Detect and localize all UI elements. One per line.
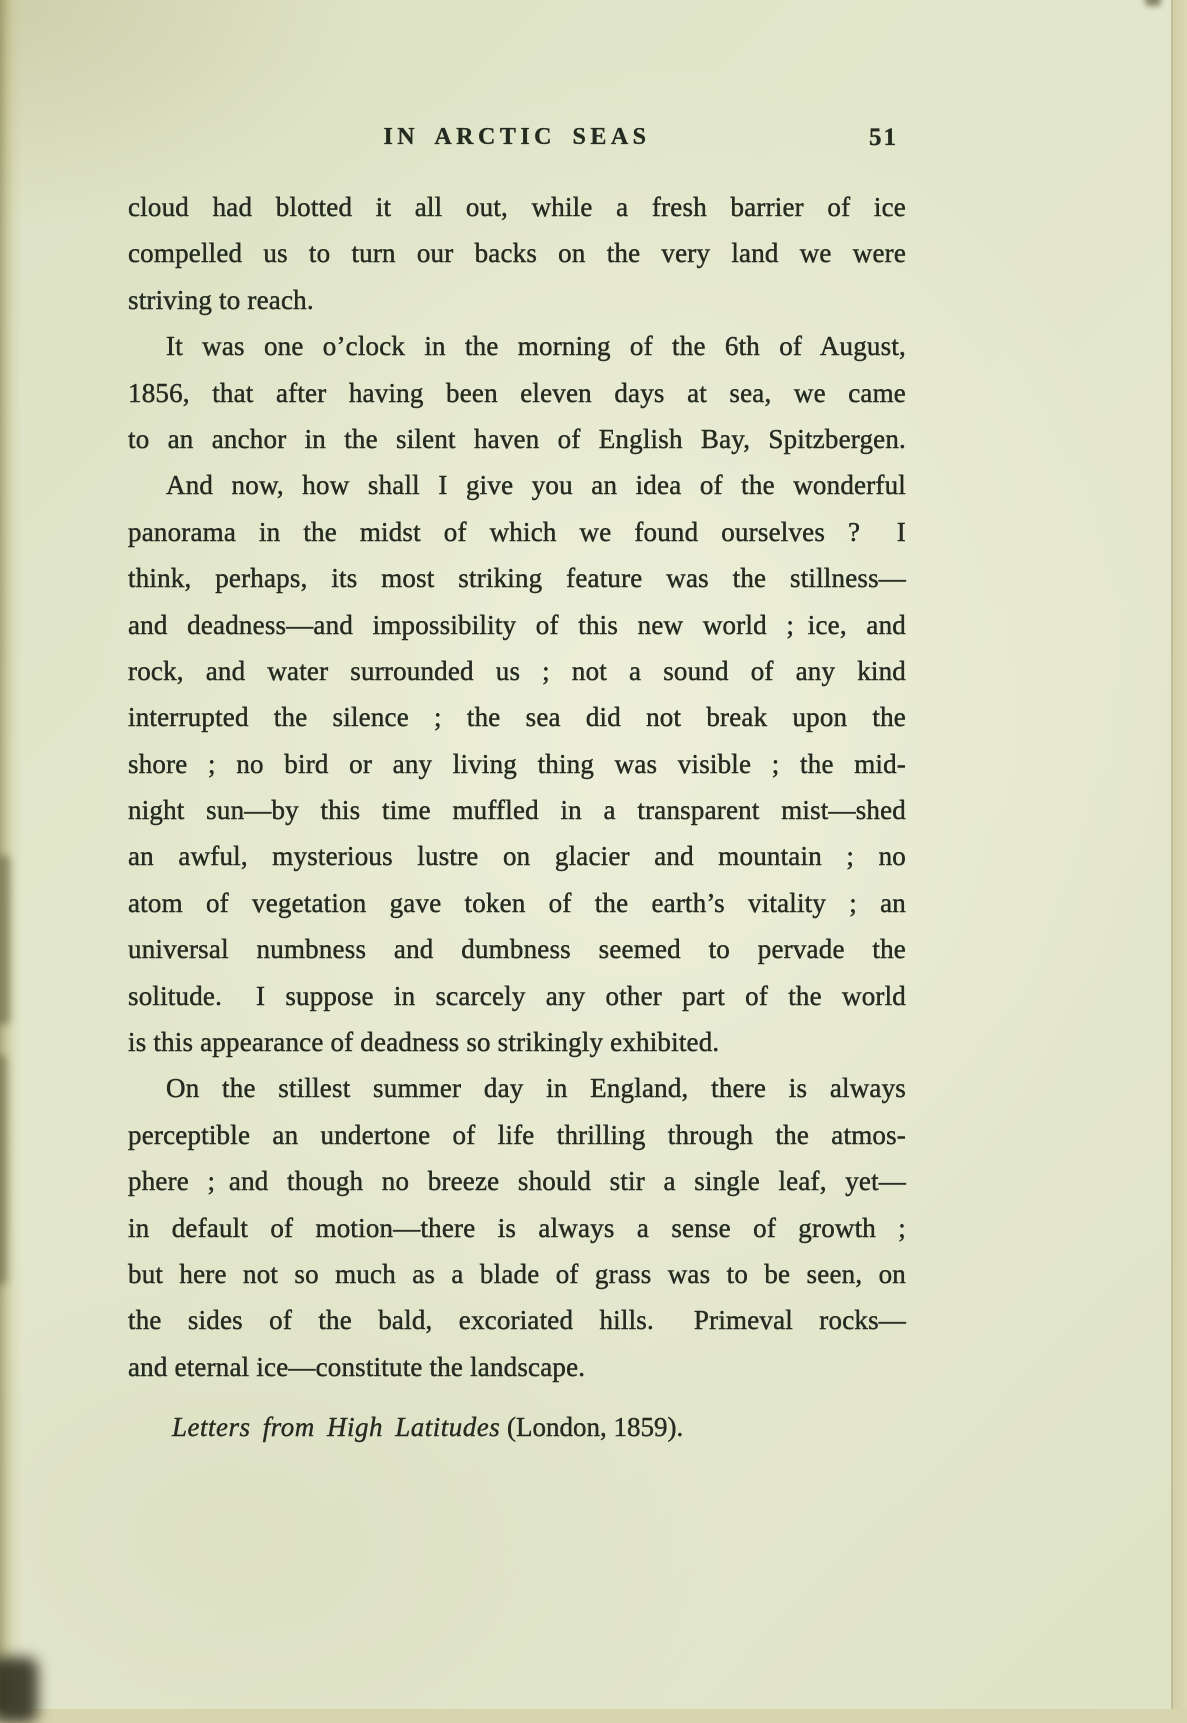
gutter-shadow-blob <box>0 1055 7 1285</box>
text-line: solitude. I suppose in scarcely any other part of the world <box>128 980 906 1011</box>
text-line: but here not so much as a blade of grass was to be seen, on <box>128 1258 906 1289</box>
gutter-shadow-blob <box>0 855 10 1025</box>
text-line: in default of motion—there is always a sense of growth ; <box>128 1212 906 1243</box>
text-line: the sides of the bald, excoriated hills. Primeval rocks— <box>128 1305 906 1336</box>
citation-work-title: Letters from High Latitudes <box>172 1412 501 1442</box>
text-line: panorama in the midst of which we found ourselves ? I <box>128 516 906 547</box>
citation-line <box>128 1404 906 1450</box>
text-line: compelled us to turn our backs on the very land we were <box>128 238 906 269</box>
text-line: to an anchor in the silent haven of English Bay, Spitzbergen. <box>128 423 906 454</box>
page-number: 51 <box>869 124 898 151</box>
page-title: IN ARCTIC SEAS <box>383 124 651 150</box>
text-line: And now, how shall I give you an idea of the wonderful <box>166 470 906 501</box>
text-line: cloud had blotted it all out, while a fresh barrier of ice <box>128 192 906 222</box>
text-line: and eternal ice—constitute the landscape. <box>128 1351 586 1382</box>
text-line: night sun—by this time muffled in a transparent mist—shed <box>128 795 906 826</box>
running-head <box>128 124 906 158</box>
text-line: perceptible an undertone of life thrilling through the atmos- <box>128 1119 906 1150</box>
text-line: universal numbness and dumbness seemed to pervade the <box>128 934 906 965</box>
text-line: and deadness—and impossibility of this new world ; ice, and <box>128 609 906 640</box>
corner-mark <box>1145 0 1161 6</box>
text-line: think, perhaps, its most striking feature was the stillness— <box>128 563 906 594</box>
text-line: is this appearance of deadness so strikingly exhibited. <box>128 1027 720 1058</box>
corner-shadow <box>0 1657 38 1723</box>
body-text <box>128 184 906 1390</box>
text-line: shore ; no bird or any living thing was visible ; the mid- <box>128 748 906 779</box>
text-line: On the stillest summer day in England, there is always <box>166 1073 906 1104</box>
text-line: striving to reach. <box>128 284 314 315</box>
text-line: an awful, mysterious lustre on glacier and mountain ; no <box>128 841 906 872</box>
citation-imprint: (London, 1859). <box>500 1412 684 1442</box>
text-line: 1856, that after having been eleven days at sea, we came <box>128 377 906 408</box>
text-line: It was one o’clock in the morning of the 6th of August, <box>166 331 906 362</box>
text-line: rock, and water surrounded us ; not a sound of any kind <box>128 655 906 686</box>
text-line: atom of vegetation gave token of the earth’s vitality ; an <box>128 887 906 918</box>
text-line: interrupted the silence ; the sea did not break upon the <box>128 702 906 733</box>
backdrop-strip <box>1173 0 1187 1709</box>
text-line: phere ; and though no breeze should stir a single leaf, yet— <box>128 1166 906 1197</box>
